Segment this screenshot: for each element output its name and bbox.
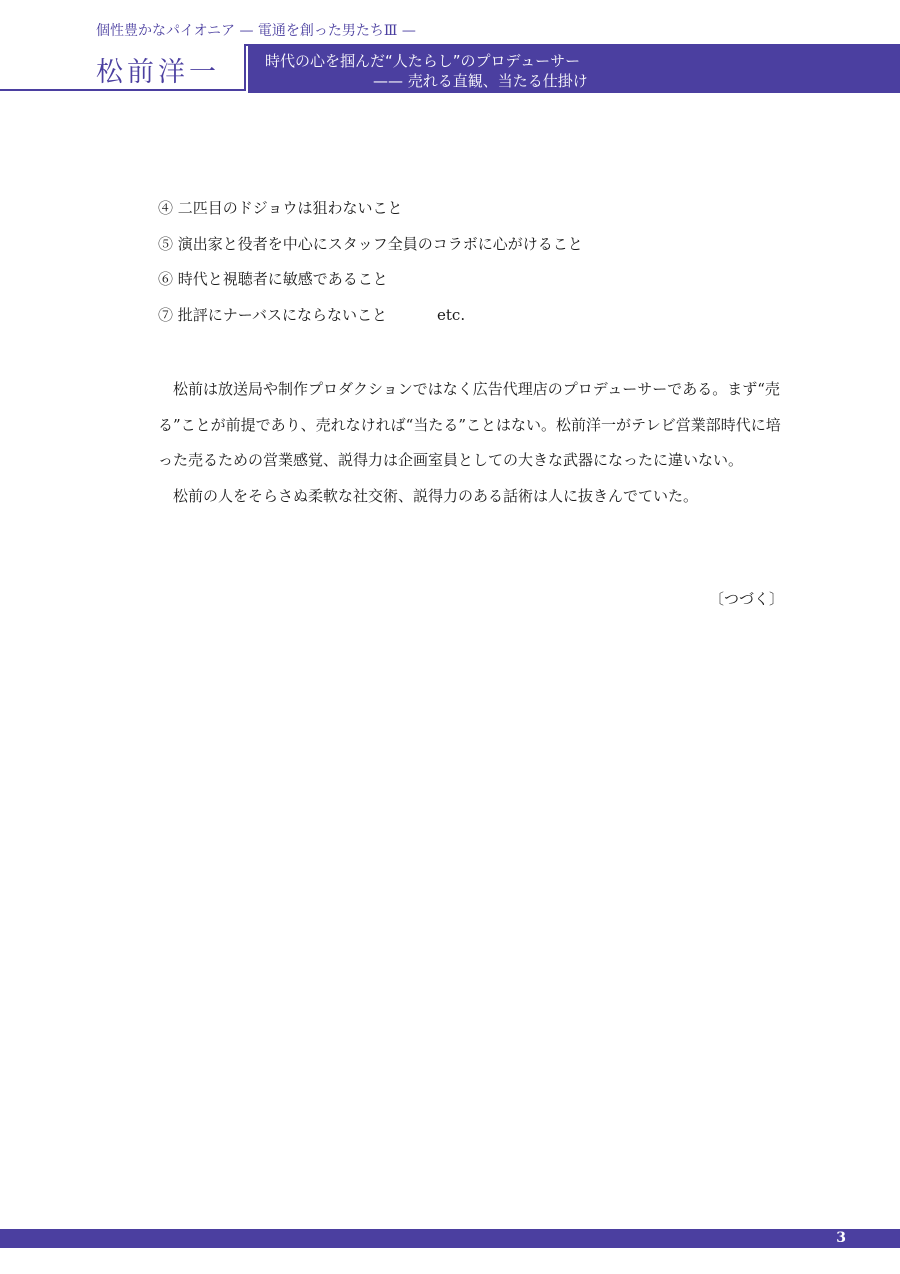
continued-note: 〔つづく〕	[708, 590, 784, 608]
name-box	[0, 44, 246, 91]
series-title: 個性豊かなパイオニア — 電通を創った男たちⅢ —	[96, 23, 416, 39]
subtitle-line-2: —— 売れる直観、当たる仕掛け	[373, 72, 588, 90]
list-item	[158, 305, 583, 341]
page-number: 3	[836, 1230, 846, 1246]
list-item	[158, 269, 583, 305]
paragraph: 松前は放送局や制作プロダクションではなく広告代理店のプロデューサーである。まず“売る”ことが前提であり、売れなければ“当たる”ことはない。松前洋一がテレビ営業部時代に培った売るための営業感覚、説得力は企画室員としての大きな武器になったに違いない。	[158, 380, 781, 469]
subtitle-line-1: 時代の心を掴んだ“人たらし”のプロデューサー	[265, 52, 581, 70]
list-item-text: ⑦ 批評にナーバスにならないこと	[158, 305, 388, 324]
article-header	[0, 44, 900, 93]
list-item	[158, 234, 583, 270]
person-name: 松前洋一	[96, 57, 220, 88]
paragraph: 松前の人をそらさぬ柔軟な社交術、説得力のある話術は人に抜きんでていた。	[173, 486, 699, 505]
principles-list	[158, 198, 583, 340]
list-item-text: ④ 二匹目のドジョウは狙わないこと	[158, 199, 403, 217]
body-text	[158, 372, 788, 514]
subtitle-box	[248, 44, 900, 93]
footer-bar	[0, 1229, 900, 1248]
list-item-text: ⑤ 演出家と役者を中心にスタッフ全員のコラボに心がけること	[158, 234, 583, 253]
list-item-etc: etc.	[437, 305, 466, 324]
list-item	[158, 198, 583, 234]
list-item-text: ⑥ 時代と視聴者に敏感であること	[158, 270, 388, 288]
